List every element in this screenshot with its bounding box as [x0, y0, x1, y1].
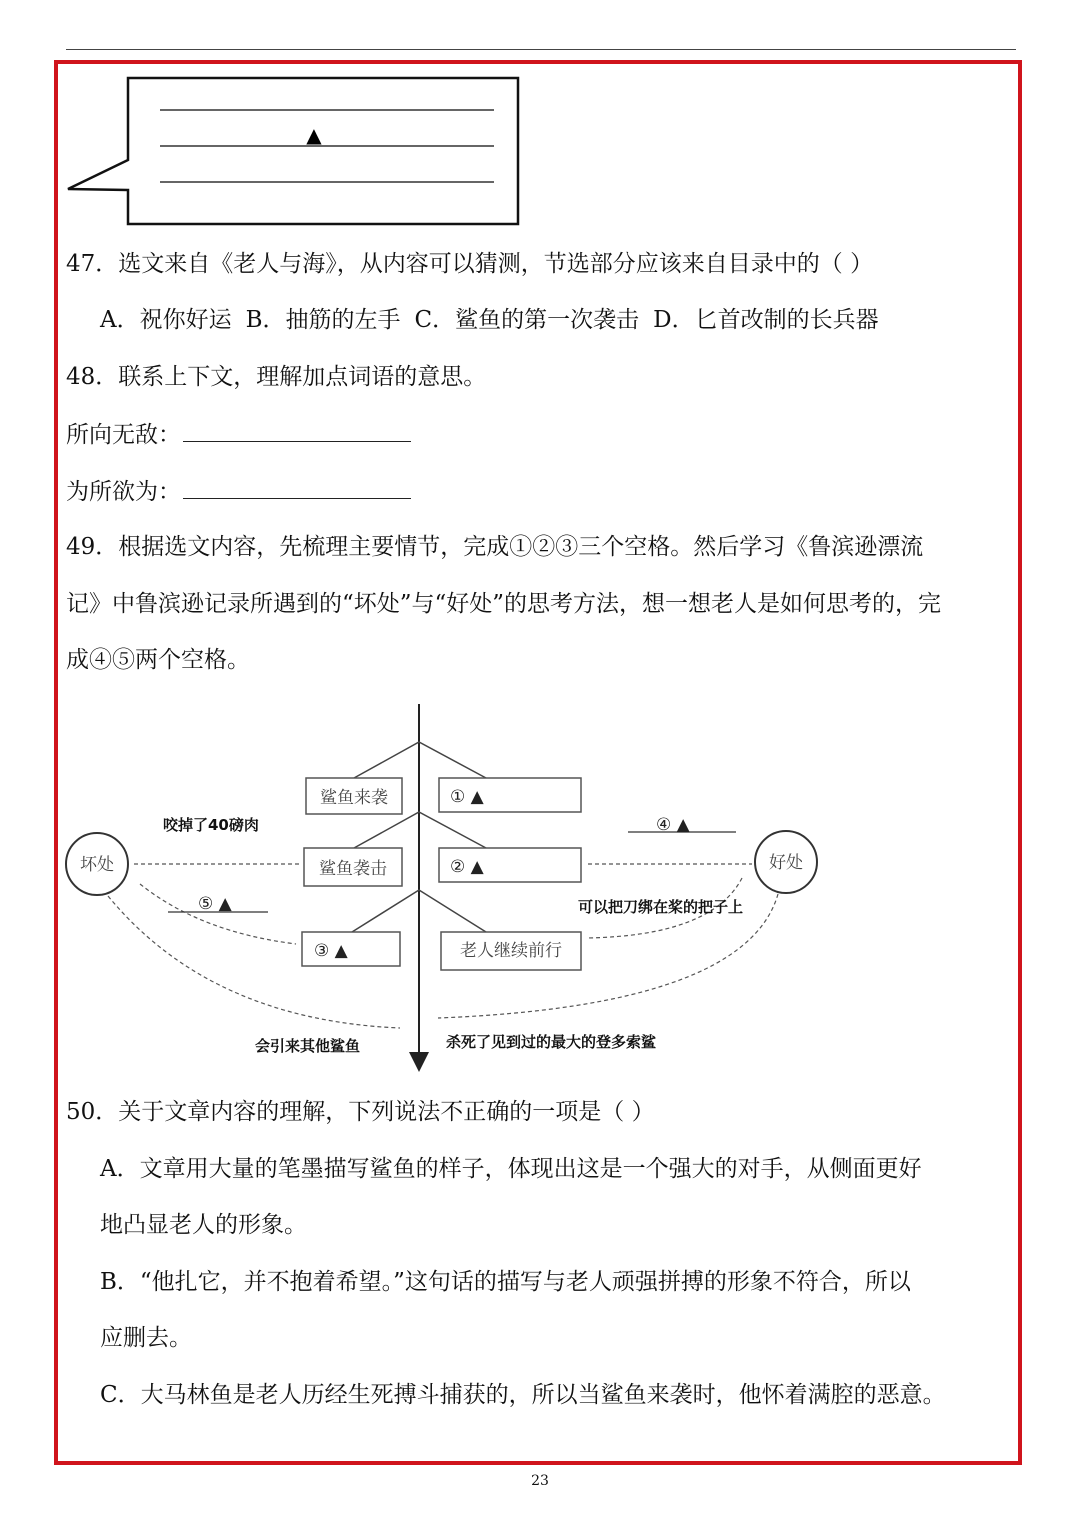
q48-item-2-label: 为所欲为：	[66, 479, 181, 505]
note-bite: 咬掉了40磅肉	[163, 816, 259, 834]
page-number: 23	[531, 1473, 549, 1489]
answer-blank-1[interactable]	[183, 419, 411, 442]
box-shark-attack-label: 鲨鱼袭击	[319, 859, 387, 879]
q48-item-2	[66, 476, 411, 507]
left-circle-label: 坏处	[80, 855, 114, 875]
q48-item-1-label: 所向无敌：	[66, 422, 181, 448]
q50-option-c-line-1[interactable]: C．大马林鱼是老人历经生死搏斗捕获的，所以当鲨鱼来袭时，他怀着满腔的恶意。	[100, 1382, 946, 1408]
q47-options	[100, 305, 893, 335]
q47-stem: 47．选文来自《老人与海》，从内容可以猜测，节选部分应该来自目录中的（ ）	[66, 251, 874, 277]
header-rule	[66, 49, 1016, 50]
note-attract: 会引来其他鲨鱼	[255, 1037, 361, 1055]
q49-line-1: 49．根据选文内容，先梳理主要情节，完成①②③三个空格。然后学习《鲁滨逊漂流	[66, 534, 924, 560]
q50-option-a-line-2[interactable]: 地凸显老人的形象。	[100, 1212, 307, 1238]
q50-option-b-line-1[interactable]: B．“他扎它，并不抱着希望。”这句话的描写与老人顽强拼搏的形象不符合，所以	[100, 1269, 911, 1295]
q50-option-a-line-1[interactable]: A．文章用大量的笔墨描写鲨鱼的样子，体现出这是一个强大的对手，从侧面更好	[100, 1156, 922, 1182]
speech-bubble	[60, 72, 530, 232]
q49-line-2: 记》中鲁滨逊记录所遇到的“坏处”与“好处”的思考方法，想一想老人是如何思考的，完	[66, 591, 942, 617]
blank-4-label: ④ ▲	[656, 815, 690, 835]
box-shark-come-label: 鲨鱼来袭	[320, 788, 388, 808]
callout-marker: ▲	[306, 123, 322, 147]
q47-option-d[interactable]: D．匕首改制的长兵器	[653, 307, 879, 333]
blank-3-label: ③ ▲	[314, 941, 348, 961]
note-knife: 可以把刀绑在桨的把子上	[578, 898, 744, 916]
note-killed: 杀死了见到过的最大的登多索鲨	[446, 1033, 657, 1051]
blank-2-label: ② ▲	[450, 857, 484, 877]
plot-diagram	[0, 690, 1080, 1080]
q48-stem: 48．联系上下文，理解加点词语的意思。	[66, 364, 487, 390]
q49-line-3: 成④⑤两个空格。	[66, 647, 250, 673]
q47-option-c[interactable]: C．鲨鱼的第一次袭击	[414, 307, 640, 333]
right-circle-label: 好处	[769, 853, 803, 873]
blank-5-label: ⑤ ▲	[198, 894, 232, 914]
q50-option-b-line-2[interactable]: 应删去。	[100, 1325, 192, 1351]
blank-1-label: ① ▲	[450, 787, 484, 807]
q48-item-1	[66, 419, 411, 450]
q50-stem: 50．关于文章内容的理解，下列说法不正确的一项是（ ）	[66, 1099, 655, 1125]
q47-option-b[interactable]: B．抽筋的左手	[245, 307, 401, 333]
box-continue-label: 老人继续前行	[460, 941, 562, 961]
q47-option-a[interactable]: A．祝你好运	[100, 307, 232, 333]
answer-blank-2[interactable]	[183, 476, 411, 499]
